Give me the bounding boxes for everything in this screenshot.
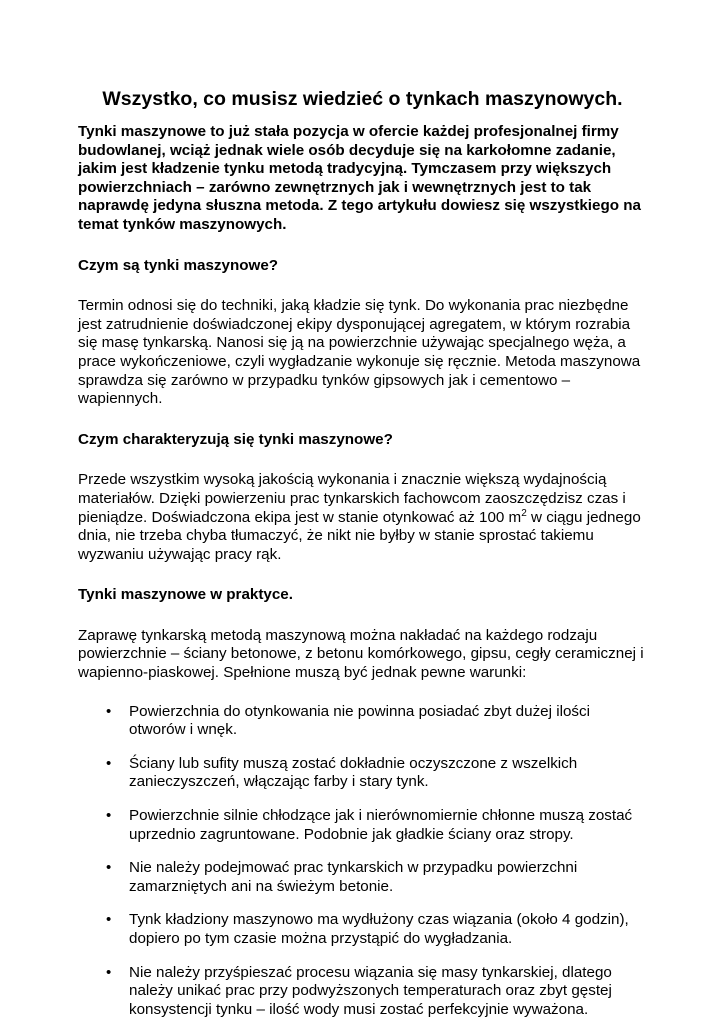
intro-paragraph: Tynki maszynowe to już stała pozycja w ofercie każdej profesjonalnej firmy budowlanej, wciąż jednak wiele osób decyduje się na karkołomne zadanie, jakim jest kładzenie tynku metodą tradycyjną. Tymczasem przy większych powierzchniach – zarówno zewnętrznych jak i wewnętrznych jest to tak naprawdę jedyna słuszna metoda. Z tego artykułu dowiesz się wszystkiego na temat tynków maszynowych. xyxy=(78,123,641,233)
list-item xyxy=(78,703,639,740)
list-item-text: Nie należy podejmować prac tynkarskich w przypadku powierzchni zamarzniętych ani na świeżym betonie. xyxy=(129,859,578,895)
bullet-icon: • xyxy=(106,754,112,772)
bullet-icon: • xyxy=(106,911,112,929)
list-item xyxy=(78,807,639,844)
bullet-icon: • xyxy=(106,859,112,877)
bullet-icon: • xyxy=(106,963,112,981)
list-item-text: Ściany lub sufity muszą zostać dokładnie oczyszczone z wszelkich zanieczyszczeń, włączając farby i stary tynk. xyxy=(129,754,578,791)
list-item-text: Tynk kładziony maszynowo ma wydłużony czas wiązania (około 4 godzin), dopiero po tym czasie można przystąpić do wygładzania. xyxy=(129,911,629,947)
list-item-text: Powierzchnie silnie chłodzące jak i nierównomiernie chłonne muszą zostać uprzednio zagruntowane. Podobnie jak gładkie ściany oraz stropy. xyxy=(129,807,633,843)
section-paragraph: Termin odnosi się do techniki, jaką kładzie się tynk. Do wykonania prac niezbędne jest zatrudnienie doświadczonej ekipy dysponującej agregatem, w którym rozrabia się masę tynkarską. Nanosi się ją na powierzchnie używając specjalnego węża, a prace wykończeniowe, czyli wygładzanie wykonuje się ręcznie. Metoda maszynowa sprawdza się zarówno w przypadku tynków gipsowych jak i cementowo – wapiennych. xyxy=(78,297,641,408)
superscript: 2 xyxy=(521,507,527,519)
requirements-list xyxy=(78,703,653,1020)
list-item-text: Powierzchnia do otynkowania nie powinna posiadać zbyt dużej ilości otworów i wnęk. xyxy=(129,702,590,739)
bullet-icon: • xyxy=(106,807,112,825)
list-item-text: Nie należy przyśpieszać procesu wiązania się masy tynkarskiej, dlatego należy unikać prac przy podwyższonych temperaturach oraz zbyt gęstej konsystencji tynku – ilość wody musi zostać perfekcyjnie wyważona. xyxy=(129,963,612,1018)
list-item xyxy=(78,964,639,1020)
section-heading: Czym charakteryzują się tynki maszynowe? xyxy=(78,430,393,448)
section-paragraph: Zaprawę tynkarską metodą maszynową można nakładać na każdego rodzaju powierzchnie – ściany betonowe, z betonu komórkowego, gipsu, cegły ceramicznej i wapienno-piaskowej. Spełnione muszą być jednak pewne warunki: xyxy=(78,626,644,682)
list-item xyxy=(78,911,639,948)
list-item xyxy=(78,859,639,896)
paragraph-text: Przede wszystkim wysoką jakością wykonania i znacznie większą wydajnością materiałów. Dzięki powierzeniu prac tynkarskich fachowcom zaoszczędzisz czas i pieniądze. Doświadczona ekipa jest w stanie otynkować aż 100 m xyxy=(78,471,626,526)
bullet-icon: • xyxy=(106,702,112,720)
page-title: Wszystko, co musisz wiedzieć o tynkach maszynowych. xyxy=(102,88,623,110)
section-heading: Tynki maszynowe w praktyce. xyxy=(78,586,293,604)
list-item xyxy=(78,755,639,792)
article-body xyxy=(78,123,653,1034)
section-heading: Czym są tynki maszynowe? xyxy=(78,256,279,274)
section-paragraph xyxy=(78,471,653,564)
paragraph-text: w ciągu jednego dnia, nie trzeba chyba tłumaczyć, że nikt nie byłby w stanie sprostać takiemu wyzwaniu używając pracy rąk. xyxy=(78,508,641,563)
